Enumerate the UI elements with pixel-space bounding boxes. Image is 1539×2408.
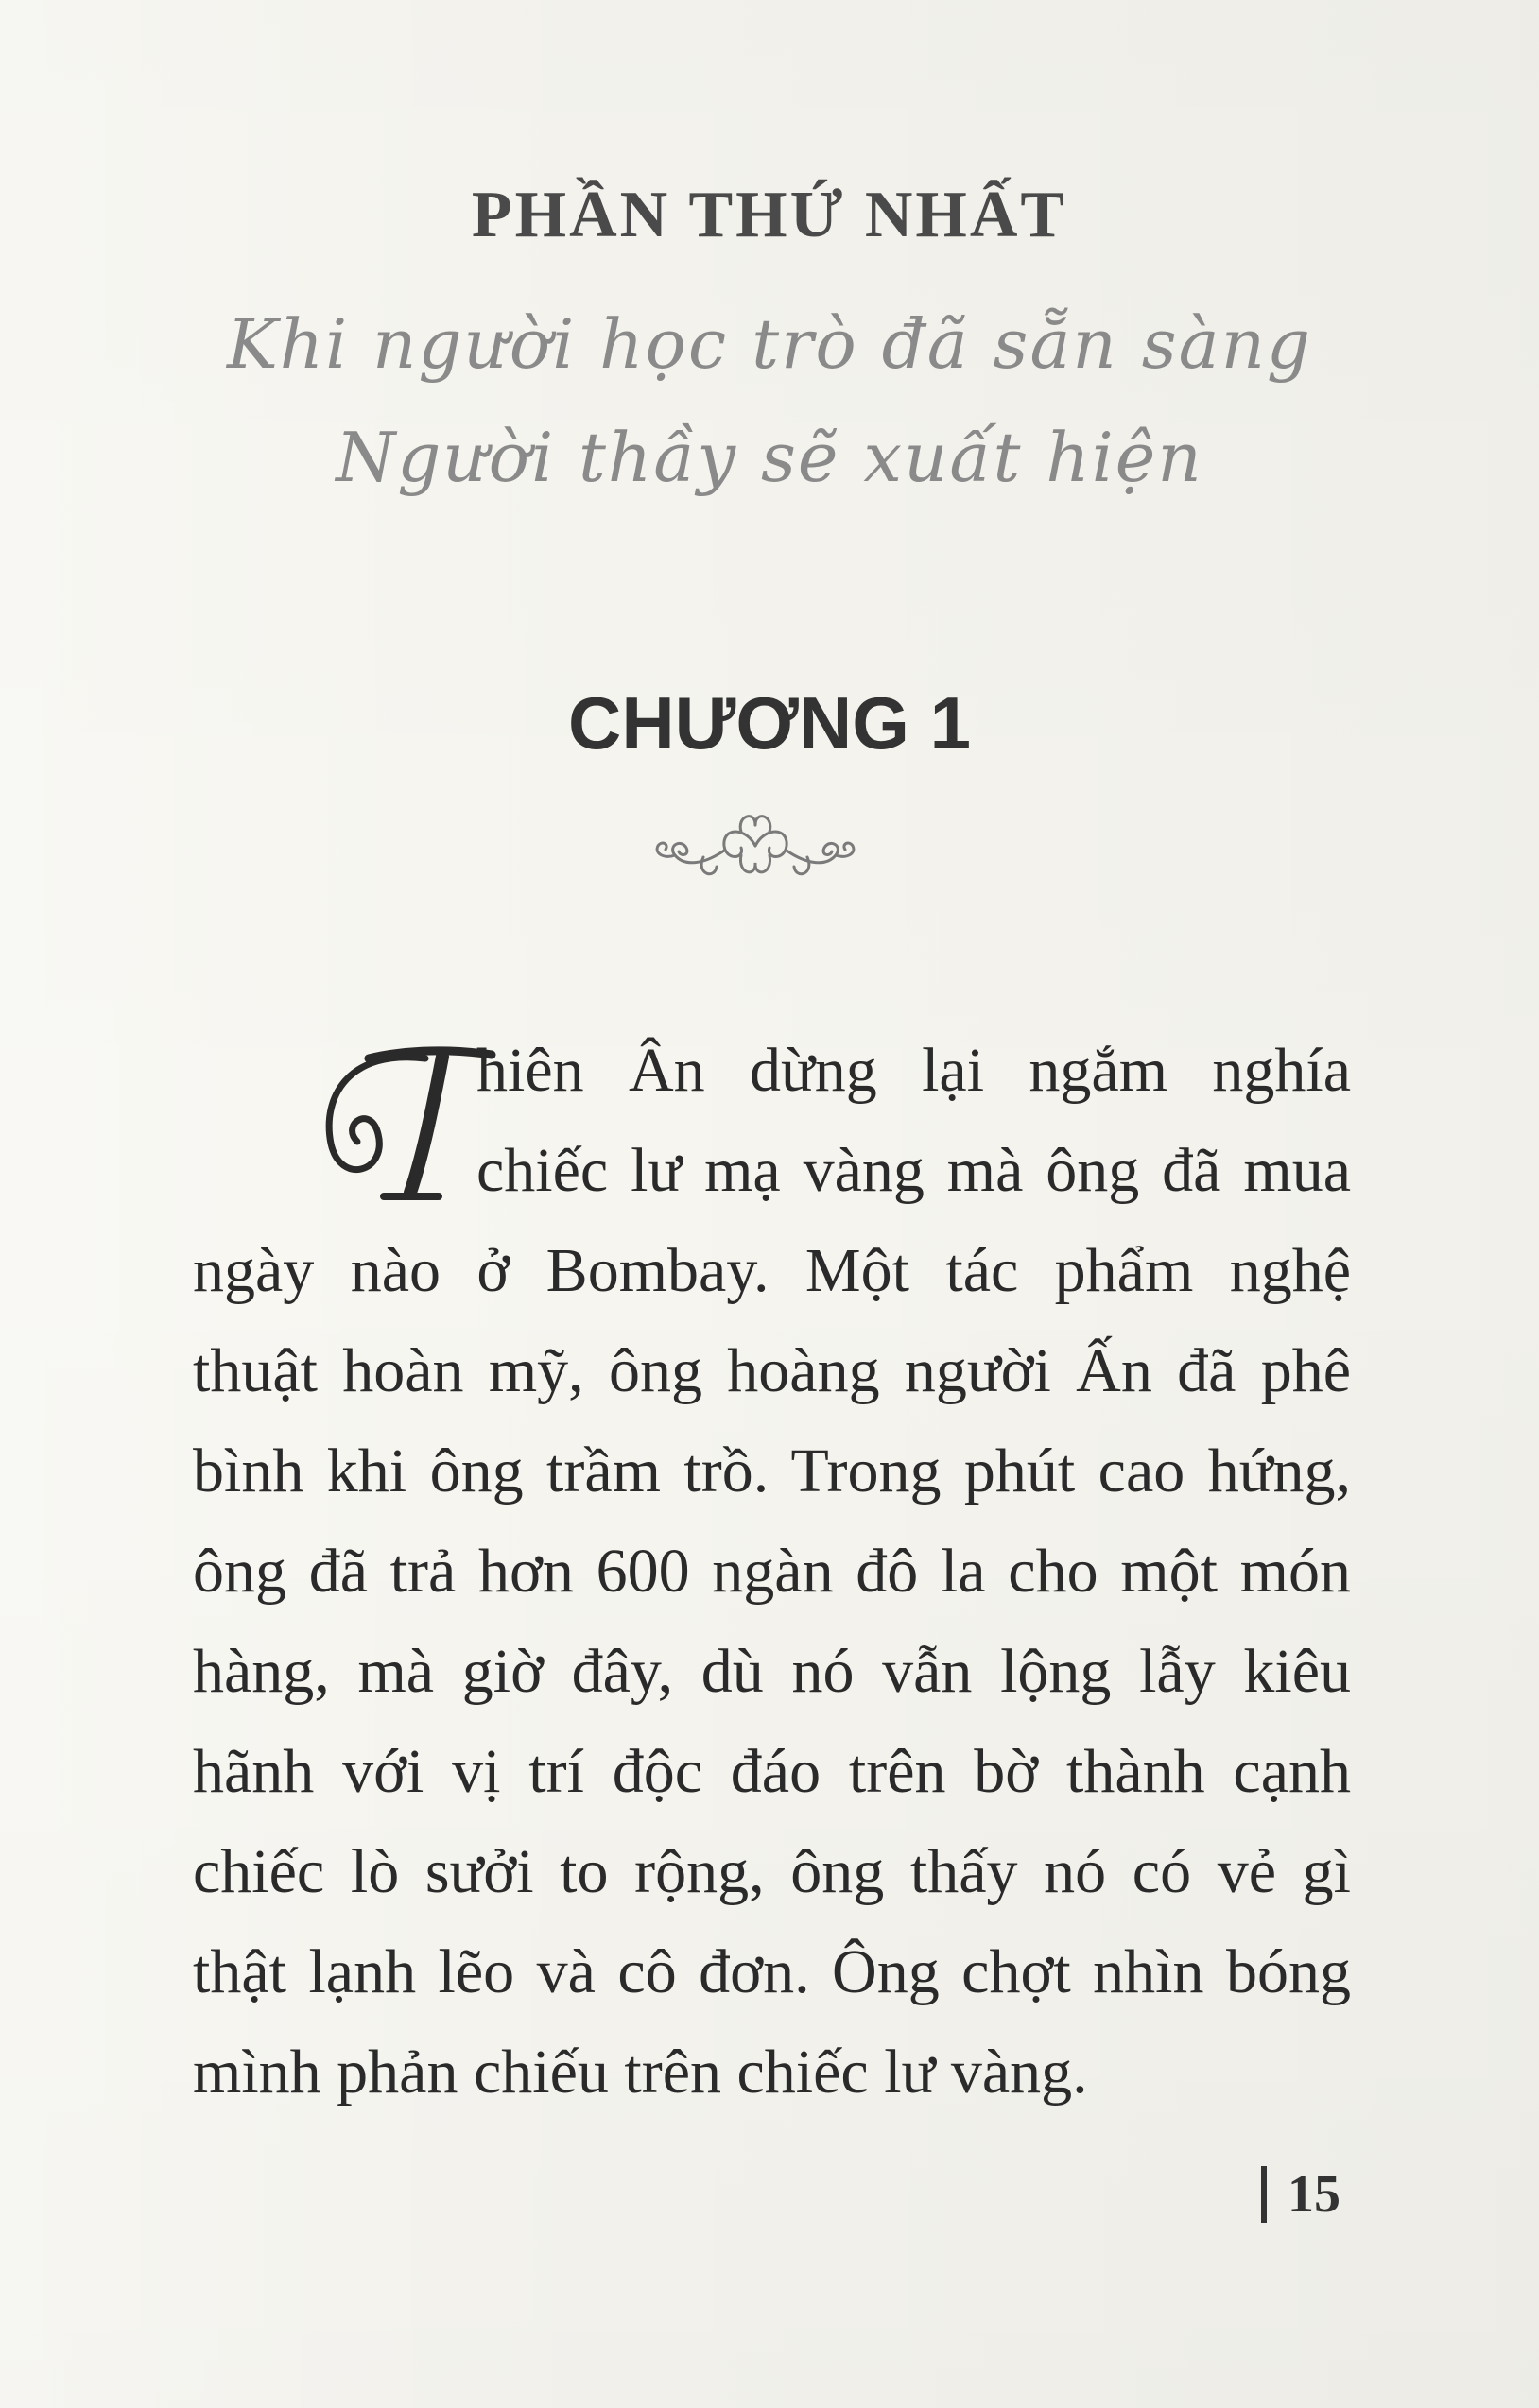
chapter-title: CHƯƠNG 1 [568, 681, 971, 765]
part-title: PHẦN THỨ NHẤT [471, 179, 1068, 251]
text-line: chiếc lư mạ vàng mà ông đã mua [476, 1136, 1351, 1205]
text-line: ngày nào ở Bombay. Một tác phẩm nghệ [193, 1236, 1351, 1305]
epigraph-line-1: Khi người học trò đã sẵn sàng [226, 304, 1313, 384]
page-number-divider [1261, 2166, 1267, 2223]
text-line: chiếc lò sưởi to rộng, ông thấy nó có vẻ gì [193, 1837, 1351, 1906]
text-line: mình phản chiếu trên chiếc lư vàng. [193, 2038, 1088, 2107]
text-line: hãnh với vị trí độc đáo trên bờ thành cạnh [193, 1737, 1351, 1806]
text-line: ông đã trả hơn 600 ngàn đô la cho một món [193, 1537, 1351, 1606]
text-line: hiên Ân dừng lại ngắm nghía [476, 1036, 1351, 1105]
text-line: hàng, mà giờ đây, dù nó vẫn lộng lẫy kiêu [193, 1637, 1351, 1706]
text-line: thuật hoàn mỹ, ông hoàng người Ấn đã phê [193, 1336, 1351, 1405]
page-number-block [1261, 2164, 1340, 2225]
chapter-body-text [193, 1021, 1351, 2123]
page-number: 15 [1288, 2165, 1340, 2224]
flourish-ornament-icon [647, 799, 864, 893]
text-line: thật lạnh lẽo và cô đơn. Ông chợt nhìn bóng [193, 1937, 1351, 2006]
text-line: bình khi ông trầm trồ. Trong phút cao hứng, [193, 1436, 1351, 1505]
epigraph-line-2: Người thầy sẽ xuất hiện [336, 418, 1203, 497]
